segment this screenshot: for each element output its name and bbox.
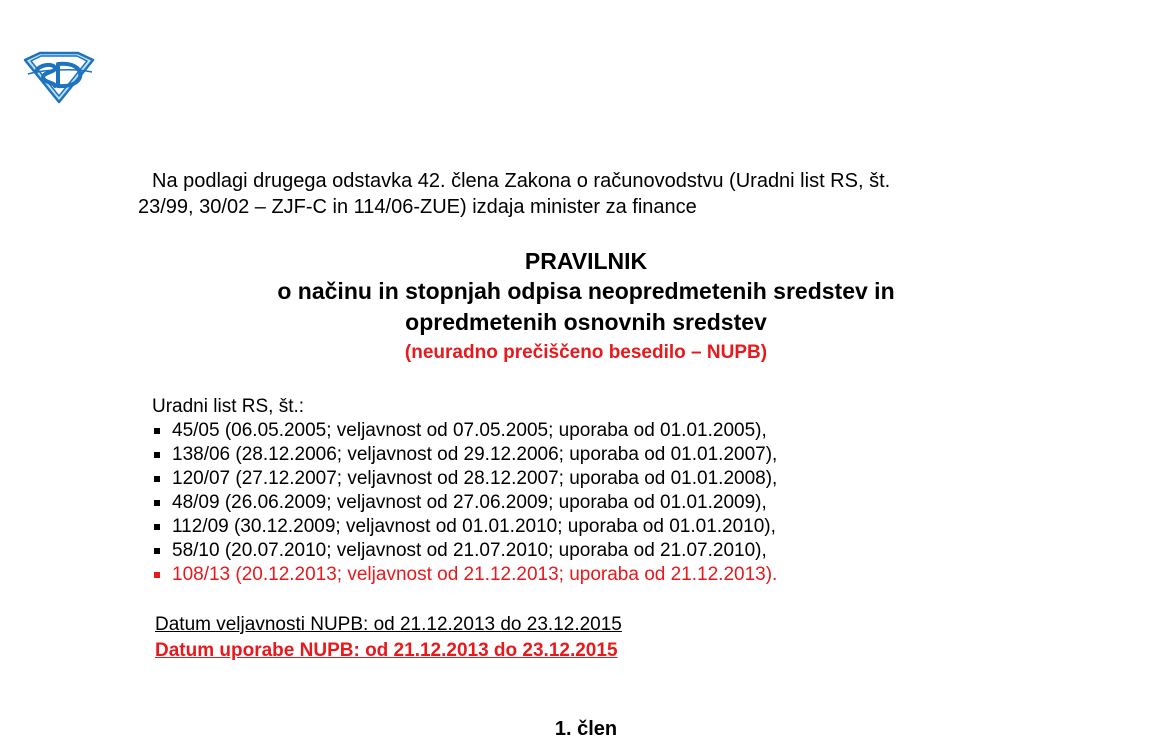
gazette-item: 58/10 (20.07.2010; veljavnost od 21.07.2010; uporaba od 21.07.2010), [152, 539, 952, 563]
unofficial-text-note: (neuradno prečiščeno besedilo – NUPB) [404, 342, 768, 363]
nupb-validity-dates [155, 612, 622, 664]
bullet-icon [154, 428, 160, 434]
gazette-item: 45/05 (06.05.2005; veljavnost od 07.05.2005; uporaba od 01.01.2005), [152, 419, 952, 443]
sd-shield-logo-icon [22, 50, 96, 104]
gazette-references [152, 395, 952, 587]
bullet-icon [154, 476, 160, 482]
gazette-item: 120/07 (27.12.2007; veljavnost od 28.12.2007; uporaba od 01.01.2008), [152, 467, 952, 491]
intro-line-1: Na podlagi drugega odstavka 42. člena Zakona o računovodstvu (Uradni list RS, št. [152, 170, 891, 192]
bullet-icon [154, 572, 160, 578]
bullet-icon [154, 524, 160, 530]
application-date-line: Datum uporabe NUPB: od 21.12.2013 do 23.12.2015 [155, 640, 618, 661]
gazette-label: Uradni list RS, št.: [152, 396, 305, 417]
bullet-icon [154, 452, 160, 458]
document-title-block [170, 246, 1002, 366]
validity-date-line: Datum veljavnosti NUPB: od 21.12.2013 do 23.12.2015 [155, 614, 622, 635]
gazette-item: 138/06 (28.12.2006; veljavnost od 29.12.2006; uporaba od 01.01.2007), [152, 443, 952, 467]
article-heading: 1. člen [554, 718, 618, 740]
gazette-list [152, 419, 952, 587]
bullet-icon [154, 500, 160, 506]
gazette-item: 108/13 (20.12.2013; veljavnost od 21.12.2013; uporaba od 21.12.2013). [152, 563, 952, 587]
intro-paragraph [138, 168, 1038, 220]
gazette-item: 48/09 (26.06.2009; veljavnost od 27.06.2009; uporaba od 01.01.2009), [152, 491, 952, 515]
gazette-item: 112/09 (30.12.2009; veljavnost od 01.01.2010; uporaba od 01.01.2010), [152, 515, 952, 539]
bullet-icon [154, 548, 160, 554]
document-subtitle-line-2: opredmetenih osnovnih sredstev [405, 309, 767, 335]
intro-line-2: 23/99, 30/02 – ZJF-C in 114/06-ZUE) izdaja minister za finance [138, 196, 697, 218]
document-subtitle-line-1: o načinu in stopnjah odpisa neopredmetenih sredstev in [277, 278, 895, 304]
document-title: PRAVILNIK [524, 248, 648, 274]
